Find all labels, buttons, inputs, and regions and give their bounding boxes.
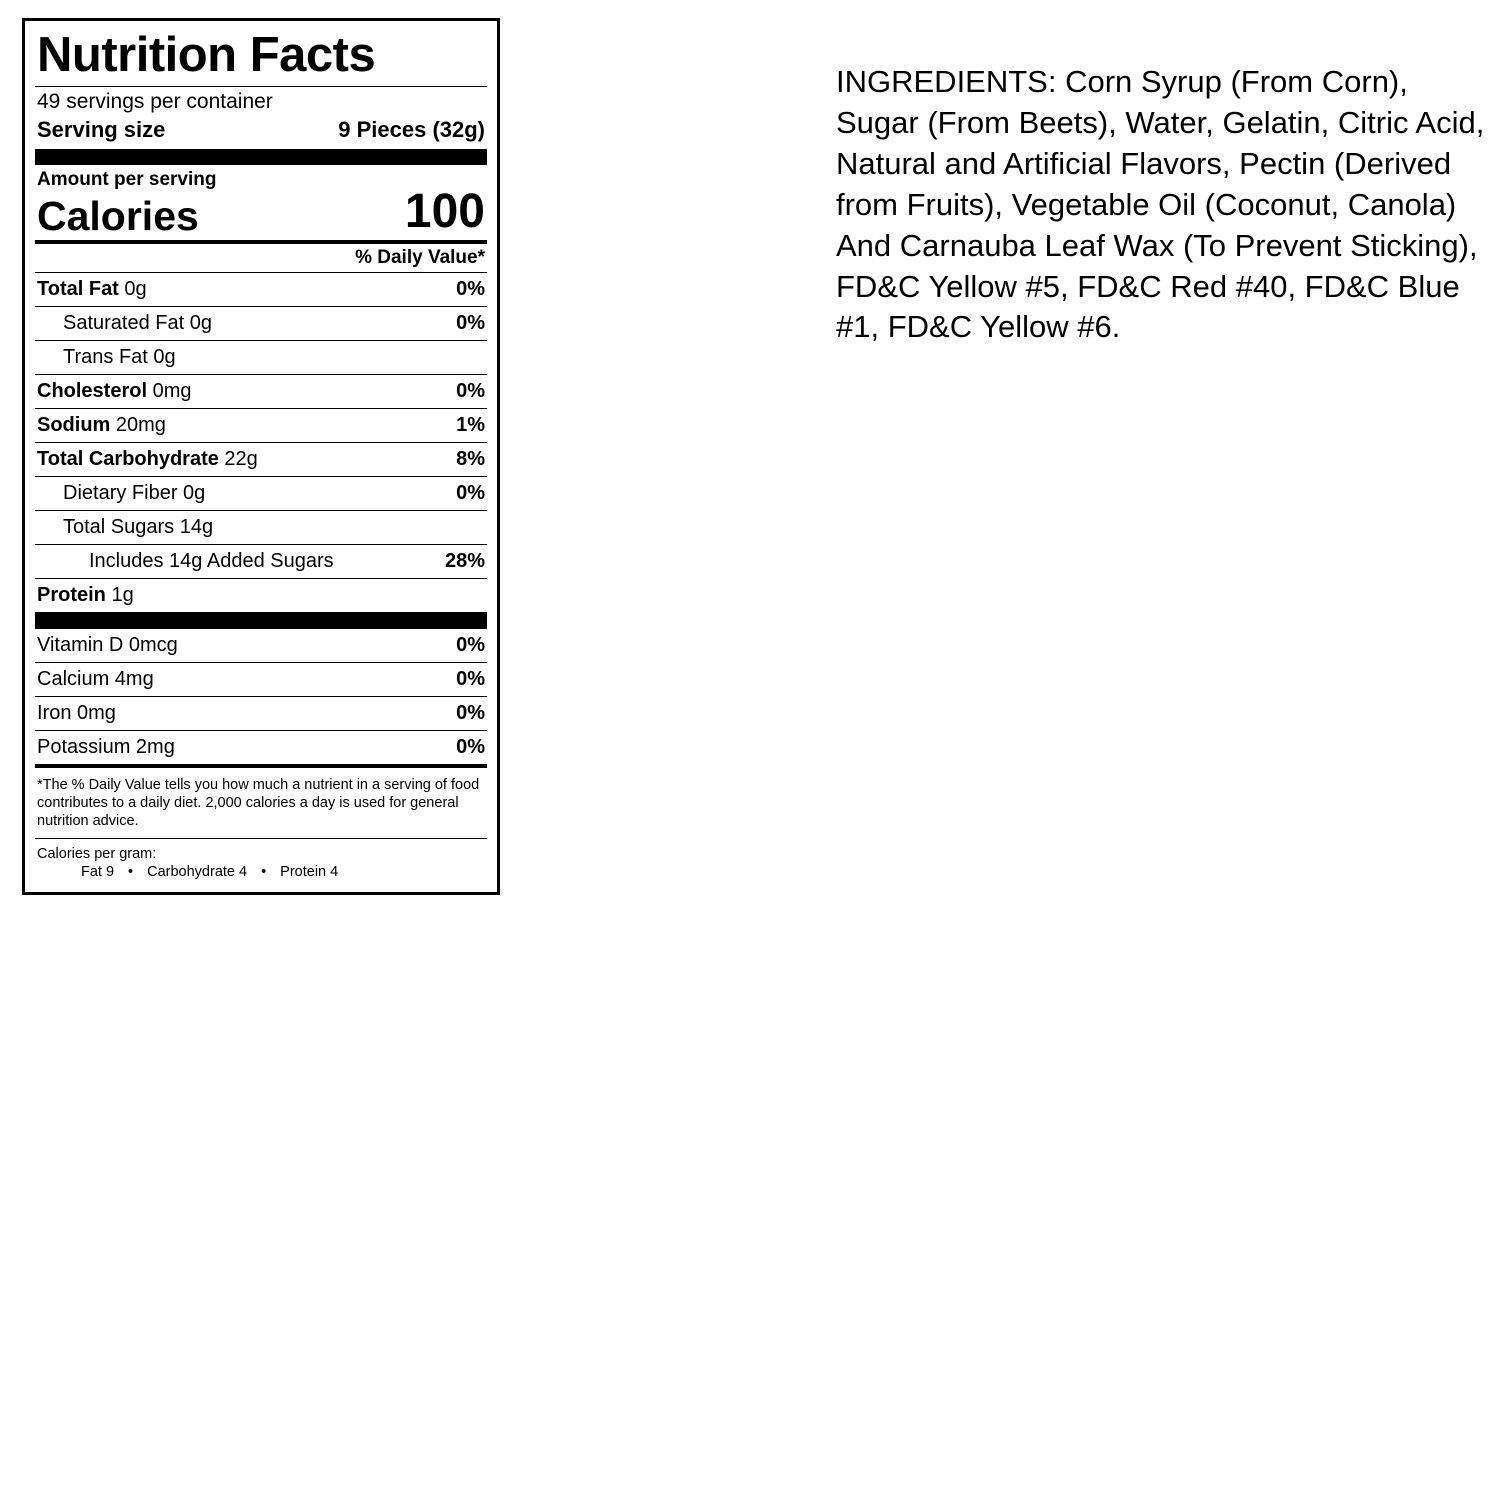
- calories-per-gram-item: •: [261, 863, 267, 880]
- daily-value-header: % Daily Value*: [355, 246, 485, 268]
- nutrient-label: Saturated Fat 0g: [63, 311, 212, 334]
- table-row: [35, 374, 487, 408]
- nutrition-facts-panel: [22, 18, 500, 895]
- divider-thick-bottom: [35, 612, 487, 628]
- nutrient-label: Total Carbohydrate 22g: [37, 447, 258, 470]
- calories-per-gram-label: Calories per gram:: [37, 846, 157, 863]
- table-row: [35, 442, 487, 476]
- serving-size-value: 9 Pieces (32g): [338, 117, 485, 143]
- nutrient-label: Cholesterol 0mg: [37, 379, 192, 402]
- nutrient-daily-value: 0%: [456, 277, 485, 300]
- nutrient-daily-value: 0%: [456, 311, 485, 334]
- table-row: [35, 730, 487, 764]
- divider-title: [35, 86, 487, 87]
- table-row: [35, 306, 487, 340]
- micronutrient-daily-value: 0%: [456, 735, 485, 758]
- nutrient-label: Trans Fat 0g: [63, 345, 176, 368]
- calories-per-gram-item: Carbohydrate 4: [147, 863, 248, 880]
- calories-per-gram-item: Protein 4: [280, 863, 339, 880]
- micronutrient-label: Vitamin D 0mcg: [37, 633, 178, 656]
- nutrient-daily-value: 28%: [444, 549, 485, 572]
- calories-row: [37, 187, 485, 237]
- micronutrient-daily-value: 0%: [456, 667, 485, 690]
- divider-calories: [35, 240, 487, 244]
- divider-calories-per-gram: [35, 838, 487, 839]
- micronutrient-daily-value: 0%: [456, 633, 485, 656]
- servings-per-container: 49 servings per container: [37, 90, 273, 113]
- table-row: [35, 408, 487, 442]
- micronutrient-daily-value: 0%: [456, 701, 485, 724]
- nutrient-daily-value: 0%: [456, 379, 485, 402]
- divider-thick-top: [35, 149, 487, 165]
- table-row: [35, 696, 487, 730]
- nutrient-rows: [35, 272, 487, 612]
- nutrient-label: Includes 14g Added Sugars: [89, 549, 334, 572]
- nutrient-daily-value: 0%: [456, 481, 485, 504]
- micronutrient-label: Calcium 4mg: [37, 667, 154, 690]
- serving-size-label: Serving size: [37, 117, 166, 143]
- daily-value-footnote: *The % Daily Value tells you how much a nutrient in a serving of food contributes to a daily diet. 2,000 calories a day is used for general nutrition advice.: [37, 776, 480, 829]
- amount-per-serving-label: Amount per serving: [37, 169, 217, 191]
- nutrient-label: Total Fat 0g: [37, 277, 147, 300]
- table-row: [35, 578, 487, 612]
- divider-footnote: [35, 764, 487, 768]
- table-row: [35, 272, 487, 306]
- table-row: [35, 544, 487, 578]
- calories-per-gram-item: Fat 9: [81, 863, 115, 880]
- nutrient-daily-value: 8%: [456, 447, 485, 470]
- nutrient-label: Dietary Fiber 0g: [63, 481, 206, 504]
- nutrient-label: Sodium 20mg: [37, 413, 166, 436]
- table-row: [35, 340, 487, 374]
- calories-per-gram-items: [81, 864, 487, 880]
- nutrient-daily-value: 1%: [456, 413, 485, 436]
- serving-size-row: [37, 117, 485, 143]
- micronutrient-label: Iron 0mg: [37, 701, 116, 724]
- nutrient-label: Protein 1g: [37, 583, 134, 606]
- nutrient-label: Total Sugars 14g: [63, 515, 214, 538]
- table-row: [35, 662, 487, 696]
- page-title: Nutrition Facts: [37, 28, 376, 82]
- table-row: [35, 510, 487, 544]
- table-row: [35, 628, 487, 662]
- micronutrient-label: Potassium 2mg: [37, 735, 175, 758]
- calories-label: Calories: [37, 192, 199, 239]
- calories-per-gram-item: •: [128, 863, 134, 880]
- table-row: [35, 476, 487, 510]
- micronutrient-rows: [35, 628, 487, 764]
- calories-value: 100: [404, 185, 485, 239]
- ingredients-text: INGREDIENTS: Corn Syrup (From Corn), Sugar (From Beets), Water, Gelatin, Citric Acid, Natural and Artificial Flavors, Pectin (Derived from Fruits), Vegetable Oil (Coconut, Canola) And Carnauba Leaf Wax (To Prevent Sticking), FD&C Yellow #5, FD&C Red #40, FD&C Blue #1, FD&C Yellow #6.: [836, 64, 1485, 345]
